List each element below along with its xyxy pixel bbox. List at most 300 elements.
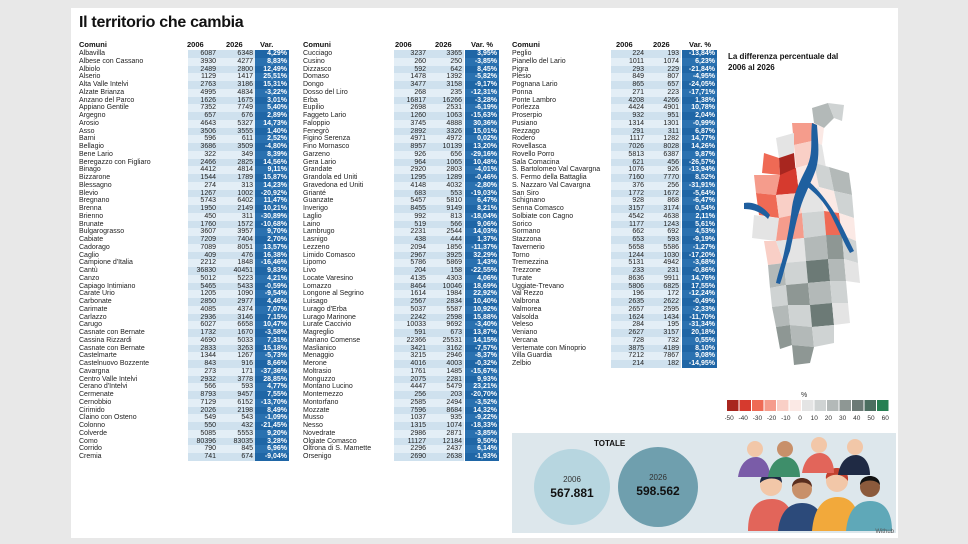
header-comuni: Comuni xyxy=(79,40,107,49)
comune-name: Merone xyxy=(303,360,327,367)
variation-percent: 17,55% xyxy=(682,283,717,291)
value-2026: 3174 xyxy=(646,205,681,213)
value-2006: 592 xyxy=(394,66,428,74)
variation-percent: 4,53% xyxy=(682,228,717,236)
value-2006: 932 xyxy=(611,112,646,120)
value-2006: 865 xyxy=(611,81,646,89)
comune-name: Alserio xyxy=(79,73,101,81)
header-2006: 2006 xyxy=(616,40,633,49)
table-row xyxy=(303,337,506,345)
comune-name: Albiolo xyxy=(79,65,101,73)
value-2006: 5457 xyxy=(394,197,428,205)
table-row xyxy=(512,151,722,159)
variation-percent: 10,40% xyxy=(465,298,499,306)
variation-percent: 28,85% xyxy=(255,376,289,384)
value-2026: 4003 xyxy=(428,360,464,368)
variation-percent: -21,84% xyxy=(682,66,717,74)
variation-percent: 10,92% xyxy=(465,306,499,314)
comune-name: Casnate con Bernate xyxy=(79,329,145,336)
comune-name: Veniano xyxy=(512,329,538,336)
map-area xyxy=(832,303,850,325)
table-row xyxy=(79,298,287,306)
value-2006: 2296 xyxy=(394,445,428,453)
comune-name: Garzeno xyxy=(303,150,330,158)
table-row xyxy=(303,159,506,167)
comune-name: Faggeto Lario xyxy=(303,112,347,119)
value-2026: 6402 xyxy=(218,197,255,205)
total-2006-year: 2006 xyxy=(563,475,581,484)
table-row xyxy=(303,376,506,384)
value-2006: 1314 xyxy=(611,120,646,128)
comune-name: Moltrasio xyxy=(303,367,332,375)
comune-name: Guanzate xyxy=(303,197,334,205)
value-2026: 1289 xyxy=(428,174,464,182)
variation-percent: -14,95% xyxy=(682,360,717,368)
table-row xyxy=(512,275,722,283)
variation-percent: 6,47% xyxy=(465,197,499,205)
value-2006: 1177 xyxy=(611,221,646,229)
table-header xyxy=(512,40,722,50)
variation-percent: 7,15% xyxy=(255,314,289,322)
table-rows xyxy=(512,50,722,368)
comune-name: Cernobbio xyxy=(79,398,112,406)
table-row xyxy=(512,298,722,306)
table-row xyxy=(512,352,722,360)
comune-name: Luisago xyxy=(303,298,328,305)
table-row xyxy=(79,313,287,322)
crowd-illustration xyxy=(738,437,894,531)
value-2026: 3158 xyxy=(428,81,464,89)
variation-percent: 4,06% xyxy=(465,275,499,283)
comune-name: Cucciago xyxy=(303,50,333,57)
variation-percent: -1,27% xyxy=(682,244,717,252)
variation-percent: -9,17% xyxy=(465,81,499,89)
variation-percent: 14,76% xyxy=(682,275,717,283)
value-2026: 4189 xyxy=(646,345,681,353)
variation-percent: 13,57% xyxy=(255,244,289,252)
comune-name: Monguzzo xyxy=(303,375,336,383)
variation-percent: -3,22% xyxy=(255,89,289,97)
value-2026: 203 xyxy=(428,391,464,399)
table-row xyxy=(303,298,506,306)
value-2026: 926 xyxy=(646,166,681,174)
variation-percent: 10,78% xyxy=(682,104,717,112)
variation-percent: 13,20% xyxy=(465,143,499,151)
value-2006: 36830 xyxy=(188,267,218,275)
value-2006: 16817 xyxy=(394,97,428,105)
value-2026: 5810 xyxy=(428,197,464,205)
value-2026: 5553 xyxy=(218,430,255,438)
comune-name: Torno xyxy=(512,251,530,259)
value-2026: 4901 xyxy=(646,104,681,112)
variation-percent: -4,95% xyxy=(682,73,717,81)
comune-name: Senna Comasco xyxy=(512,205,564,212)
value-2006: 322 xyxy=(188,151,218,159)
value-2026: 3957 xyxy=(218,228,255,236)
comune-name: Dizzasco xyxy=(303,65,332,73)
variation-percent: 8,49% xyxy=(255,407,289,415)
comune-name: Albese con Cassano xyxy=(79,57,144,65)
value-2026: 5223 xyxy=(218,275,255,283)
table-row xyxy=(512,252,722,260)
value-2006: 1244 xyxy=(611,252,646,260)
credit-text: Withub xyxy=(875,529,894,535)
table-row xyxy=(303,352,506,360)
variation-percent: -15,67% xyxy=(465,368,499,376)
value-2026: 1090 xyxy=(218,290,255,298)
value-2026: 1670 xyxy=(218,329,255,337)
value-2006: 1732 xyxy=(188,329,218,337)
legend-swatch xyxy=(790,400,802,411)
table-row xyxy=(303,438,506,446)
value-2006: 224 xyxy=(611,50,646,58)
comune-name: Carimate xyxy=(79,305,108,313)
value-2026: 951 xyxy=(646,112,681,120)
value-2026: 2544 xyxy=(428,228,464,236)
variation-percent: -30,89% xyxy=(255,213,289,221)
value-2026: 3186 xyxy=(218,81,255,89)
value-2006: 6027 xyxy=(188,321,218,329)
comune-name: Cantù xyxy=(79,267,98,274)
value-2006: 2026 xyxy=(188,407,218,415)
value-2026: 158 xyxy=(428,267,464,275)
comune-name: Limido Comasco xyxy=(303,251,356,259)
header-2026: 2026 xyxy=(226,40,243,49)
comune-name: Blevio xyxy=(79,189,99,197)
variation-percent: 1,40% xyxy=(255,128,289,136)
variation-percent: 7,07% xyxy=(255,306,289,314)
table-row xyxy=(512,197,722,205)
comune-name: Plesio xyxy=(512,73,532,81)
value-2006: 10033 xyxy=(394,321,428,329)
value-2026: 311 xyxy=(218,213,255,221)
comune-name: Valmorea xyxy=(512,305,542,313)
table-row xyxy=(79,414,287,422)
comune-name: S. Bartolomeo Val Cavargna xyxy=(512,166,601,174)
variation-percent: -2,33% xyxy=(682,306,717,314)
comune-name: Caglio xyxy=(79,251,99,259)
table-row xyxy=(79,158,287,167)
table-row xyxy=(303,414,506,422)
value-2006: 4971 xyxy=(394,135,428,143)
table-row xyxy=(303,383,506,391)
value-2026: 9149 xyxy=(428,205,464,213)
table-row xyxy=(303,321,506,329)
value-2006: 662 xyxy=(611,228,646,236)
table-row xyxy=(79,57,287,66)
table-row xyxy=(79,96,287,105)
variation-percent: 1,38% xyxy=(682,97,717,105)
variation-percent: 23,21% xyxy=(465,383,499,391)
value-2006: 1624 xyxy=(611,314,646,322)
value-2026: 1065 xyxy=(428,159,464,167)
table-row xyxy=(303,391,506,399)
comune-name: Grandola ed Uniti xyxy=(303,174,358,181)
variation-percent: 10,21% xyxy=(255,205,289,213)
comune-name: Vertemate con Minoprio xyxy=(512,344,586,352)
comune-name: Castelnuovo Bozzente xyxy=(79,360,150,367)
value-2006: 7209 xyxy=(188,236,218,244)
value-2006: 2567 xyxy=(394,298,428,306)
legend-tick-label: 0 xyxy=(798,415,802,422)
value-2026: 1392 xyxy=(428,73,464,81)
table-row xyxy=(512,159,722,167)
value-2006: 2763 xyxy=(188,81,218,89)
value-2006: 4016 xyxy=(394,360,428,368)
value-2006: 926 xyxy=(394,151,428,159)
value-2006: 2690 xyxy=(394,453,428,461)
variation-percent: 9,87% xyxy=(682,151,717,159)
table-row xyxy=(512,182,722,190)
value-2026: 1984 xyxy=(428,290,464,298)
comune-name: Novedrate xyxy=(303,429,336,437)
comune-name: Erba xyxy=(303,96,318,104)
variation-percent: -1,93% xyxy=(465,453,499,461)
table-row xyxy=(303,314,506,322)
legend-swatch xyxy=(852,400,864,411)
table-row xyxy=(79,398,287,407)
variation-percent: 30,36% xyxy=(465,120,499,128)
legend-scale xyxy=(725,400,895,422)
table-row xyxy=(512,166,722,174)
variation-percent: 9,70% xyxy=(255,228,289,236)
value-2026: 5479 xyxy=(428,383,464,391)
value-2006: 3157 xyxy=(611,205,646,213)
value-2026: 311 xyxy=(646,128,681,136)
table-row xyxy=(512,321,722,329)
variation-percent: 15,87% xyxy=(255,174,289,182)
table-row xyxy=(79,437,287,446)
table-row xyxy=(79,282,287,291)
value-2006: 2932 xyxy=(188,376,218,384)
table-row xyxy=(79,104,287,112)
variation-percent: -3,85% xyxy=(465,58,499,66)
table-row xyxy=(303,290,506,298)
comune-name: Faloppio xyxy=(303,119,330,127)
value-2026: 4303 xyxy=(428,275,464,283)
comune-name: Livo xyxy=(303,267,316,274)
variation-percent: 14,32% xyxy=(465,407,499,415)
legend-swatch xyxy=(815,400,827,411)
value-2026: 4374 xyxy=(218,306,255,314)
variation-percent: 9,08% xyxy=(682,352,717,360)
variation-percent: 0,54% xyxy=(682,205,717,213)
value-2026: 5033 xyxy=(218,337,255,345)
header-2026: 2026 xyxy=(653,40,670,49)
comune-name: Trezzone xyxy=(512,267,541,274)
comune-name: Domaso xyxy=(303,73,330,81)
comune-name: Anzano del Parco xyxy=(79,96,135,104)
value-2026: 7749 xyxy=(218,104,255,112)
value-2006: 1129 xyxy=(188,73,218,81)
table-row xyxy=(303,275,506,283)
value-2006: 438 xyxy=(394,236,428,244)
value-2026: 4972 xyxy=(428,135,464,143)
variation-percent: 10,48% xyxy=(465,159,499,167)
table-row xyxy=(512,120,722,128)
variation-percent: -6,47% xyxy=(682,197,717,205)
comune-name: San Siro xyxy=(512,189,539,197)
comune-name: Rodero xyxy=(512,135,535,143)
value-2026: 2946 xyxy=(428,352,464,360)
value-2026: 656 xyxy=(428,151,464,159)
legend-tick-label: -20 xyxy=(766,415,777,422)
value-2026: 444 xyxy=(428,236,464,244)
value-2026: 642 xyxy=(428,66,464,74)
table-row xyxy=(303,151,506,159)
map-area xyxy=(830,281,848,303)
value-2026: 432 xyxy=(218,422,255,430)
value-2026: 3162 xyxy=(428,345,464,353)
value-2006: 233 xyxy=(611,267,646,275)
variation-percent: -5,64% xyxy=(682,190,717,198)
variation-percent: 14,26% xyxy=(682,143,717,151)
person-figure xyxy=(768,441,800,477)
value-2006: 3686 xyxy=(188,143,218,151)
value-2006: 260 xyxy=(394,58,428,66)
variation-percent: -0,59% xyxy=(255,283,289,291)
value-2006: 657 xyxy=(188,112,218,120)
comune-name: Barni xyxy=(79,135,96,143)
variation-percent: -10,68% xyxy=(255,221,289,229)
variation-percent: -3,68% xyxy=(682,259,717,267)
table-row xyxy=(303,283,506,291)
value-2006: 790 xyxy=(188,445,218,453)
person-figure xyxy=(738,441,770,477)
total-2006-circle xyxy=(534,449,610,525)
header-comuni: Comuni xyxy=(512,40,540,49)
value-2006: 8793 xyxy=(188,391,218,399)
table-row xyxy=(512,66,722,74)
variation-percent: 7,55% xyxy=(255,391,289,399)
legend-tick-label: 40 xyxy=(853,415,861,422)
comune-name: Lurago Marinone xyxy=(303,313,356,321)
value-2006: 653 xyxy=(611,236,646,244)
table-row xyxy=(512,112,722,120)
table-column-3 xyxy=(512,40,722,368)
value-2006: 3875 xyxy=(611,345,646,353)
value-2006: 4995 xyxy=(188,89,218,97)
value-2026: 3925 xyxy=(428,252,464,260)
variation-percent: -31,91% xyxy=(682,182,717,190)
value-2026: 172 xyxy=(646,290,681,298)
comune-name: Inverigo xyxy=(303,205,328,212)
variation-percent: -3,40% xyxy=(465,321,499,329)
value-2006: 4542 xyxy=(611,213,646,221)
table-row xyxy=(512,306,722,314)
comune-name: Pianello del Lario xyxy=(512,57,566,65)
table-row xyxy=(79,197,287,205)
variation-percent: 6,23% xyxy=(682,58,717,66)
value-2026: 8684 xyxy=(428,407,464,415)
table-row xyxy=(303,174,506,182)
variation-percent: 2,04% xyxy=(682,112,717,120)
table-row xyxy=(303,135,506,143)
value-2026: 195 xyxy=(646,321,681,329)
value-2026: 3157 xyxy=(646,329,681,337)
variation-percent: -8,37% xyxy=(465,352,499,360)
value-2006: 1478 xyxy=(394,73,428,81)
table-row xyxy=(512,190,722,198)
legend-swatch xyxy=(777,400,789,411)
comune-name: Montano Lucino xyxy=(303,383,353,391)
comune-name: Mozzate xyxy=(303,406,330,414)
table-row xyxy=(512,221,722,229)
value-2026: 349 xyxy=(218,151,255,159)
table-row xyxy=(512,174,722,182)
value-2026: 1675 xyxy=(218,97,255,105)
value-2026: 16266 xyxy=(428,97,464,105)
table-row xyxy=(79,406,287,415)
value-2006: 293 xyxy=(611,66,646,74)
comune-name: Como xyxy=(79,437,98,445)
variation-percent: 18,69% xyxy=(465,283,499,291)
value-2006: 2986 xyxy=(394,430,428,438)
variation-percent: -15,63% xyxy=(465,112,499,120)
value-2006: 1076 xyxy=(611,166,646,174)
value-2026: 1572 xyxy=(218,221,255,229)
map-area xyxy=(806,259,830,283)
variation-percent: -13,70% xyxy=(255,399,289,407)
value-2006: 214 xyxy=(611,360,646,368)
table-row xyxy=(303,50,506,58)
person-figure xyxy=(838,439,870,475)
value-2006: 8464 xyxy=(394,283,428,291)
value-2026: 3555 xyxy=(218,128,255,136)
table-row xyxy=(303,205,506,213)
value-2026: 553 xyxy=(428,190,464,198)
comune-name: Valsolda xyxy=(512,313,539,321)
variation-percent: -3,28% xyxy=(465,97,499,105)
variation-percent: 32,29% xyxy=(465,252,499,260)
variation-percent: 9,11% xyxy=(255,166,289,174)
value-2006: 1544 xyxy=(188,174,218,182)
comune-name: Figino Serenza xyxy=(303,135,351,143)
table-row xyxy=(79,274,287,283)
comune-name: Laglio xyxy=(303,212,322,220)
value-2026: 868 xyxy=(646,197,681,205)
map-area xyxy=(826,235,844,259)
table-rows xyxy=(79,50,287,461)
variation-percent: 0,55% xyxy=(682,337,717,345)
table-row xyxy=(79,445,287,453)
value-2026: 916 xyxy=(218,360,255,368)
comune-name: Gravedona ed Uniti xyxy=(303,181,364,189)
variation-percent: 14,23% xyxy=(255,182,289,190)
total-2006-value: 567.881 xyxy=(550,486,594,500)
comune-name: Laino xyxy=(303,220,321,228)
variation-percent: -0,46% xyxy=(465,174,499,182)
value-2026: 1074 xyxy=(428,422,464,430)
value-2006: 80396 xyxy=(188,438,218,446)
value-2026: 4266 xyxy=(646,97,681,105)
total-2026-year: 2026 xyxy=(649,473,667,482)
legend-tick-label: 30 xyxy=(838,415,847,422)
variation-percent: -6,19% xyxy=(465,104,499,112)
value-2026: 1267 xyxy=(218,352,255,360)
value-2006: 409 xyxy=(188,252,218,260)
value-2026: 732 xyxy=(646,337,681,345)
variation-percent: 12,49% xyxy=(255,66,289,74)
total-2026-value: 598.562 xyxy=(636,484,680,498)
table-row xyxy=(512,267,722,275)
value-2026: 1030 xyxy=(646,252,681,260)
comune-name: Asso xyxy=(79,127,95,135)
comune-name: Dosso del Liro xyxy=(303,88,348,96)
variation-percent: 2,89% xyxy=(255,112,289,120)
value-2026: 611 xyxy=(218,135,255,143)
table-rows xyxy=(303,50,506,461)
